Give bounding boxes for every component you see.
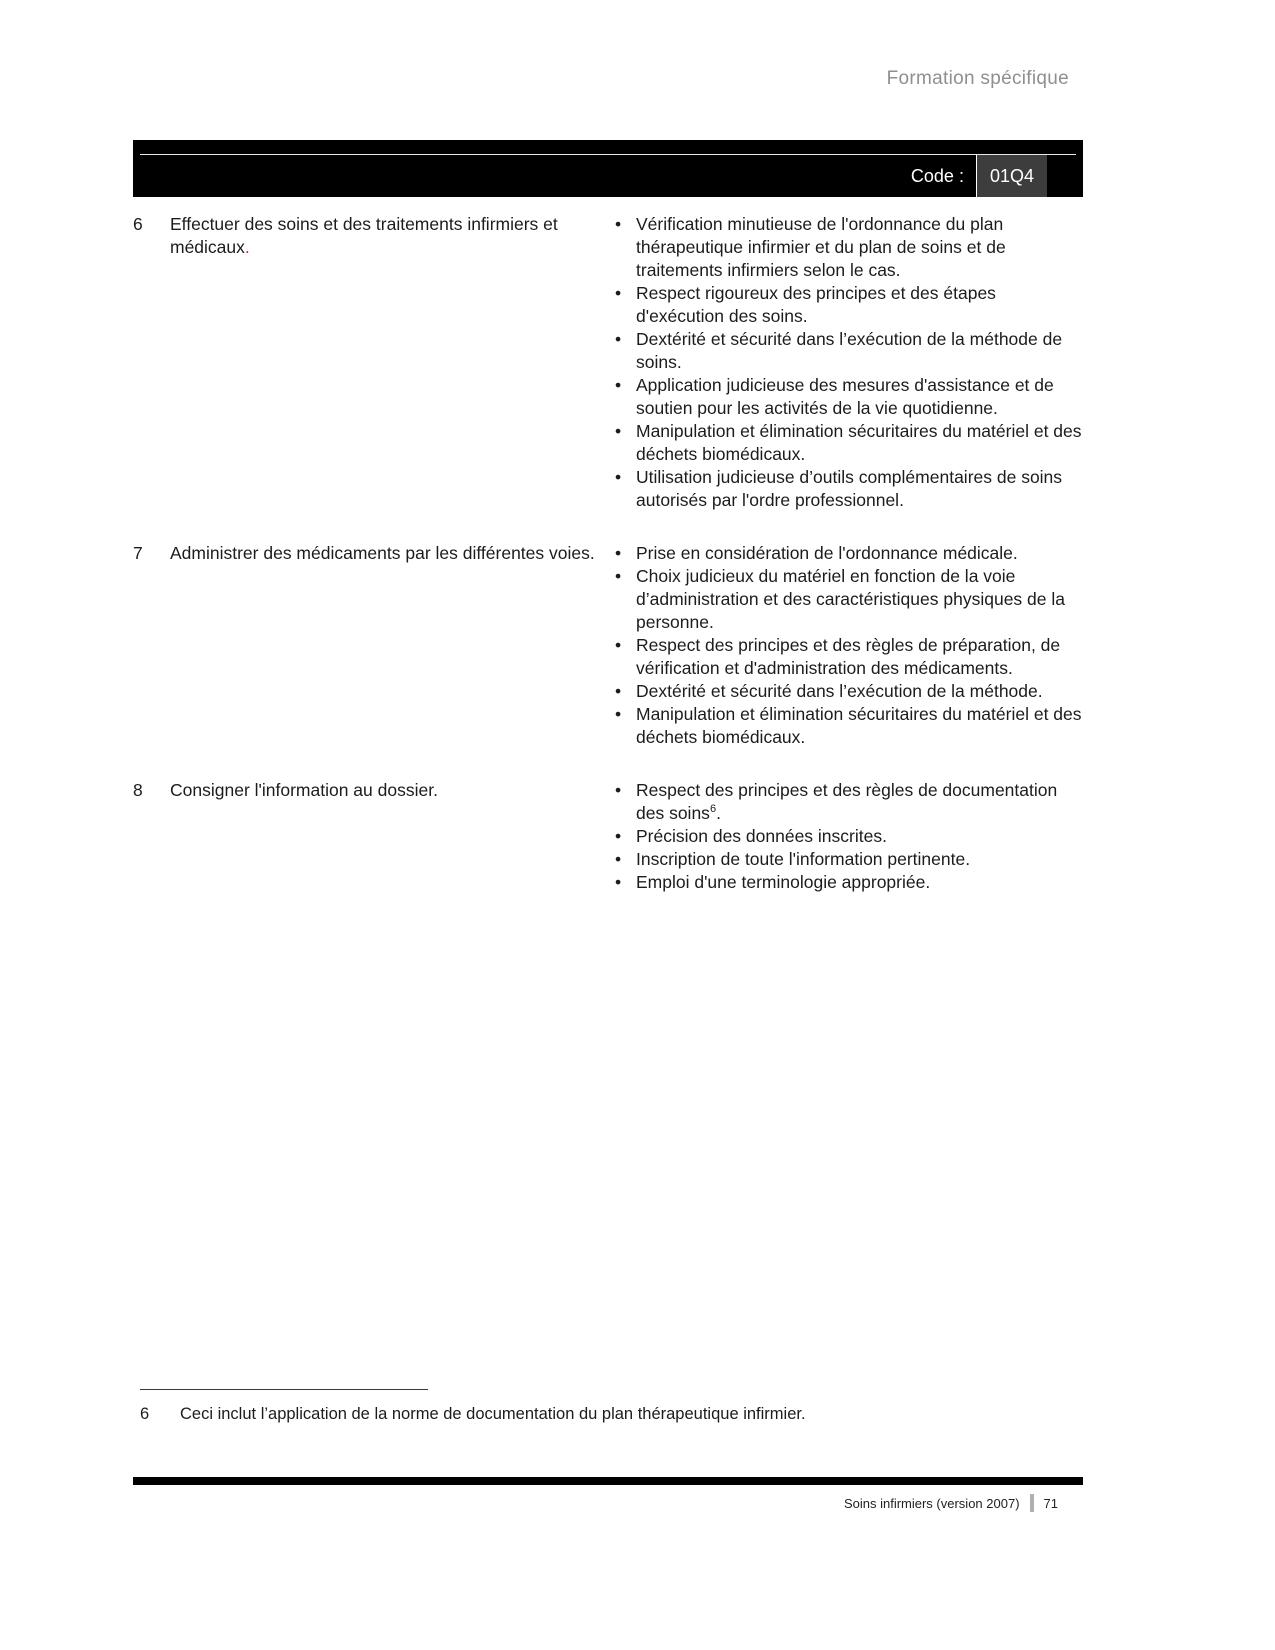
bullet-icon: • [615, 283, 622, 303]
list-item [615, 213, 1083, 282]
bullet-text: Respect des principes et des règles de préparation, de vérification et d'administration des médicaments. [636, 635, 1061, 678]
bullet-icon: • [615, 872, 622, 892]
section-header: Formation spécifique [886, 68, 1069, 89]
item-left-column [133, 213, 615, 512]
list-item [615, 328, 1083, 374]
list-item [615, 374, 1083, 420]
bullet-icon: • [615, 467, 622, 487]
item-title-text: Consigner l'information au dossier. [170, 780, 438, 800]
item-left-column [133, 779, 615, 894]
bullet-text: Inscription de toute l'information pertinente. [636, 849, 971, 869]
code-value: 01Q4 [976, 155, 1047, 197]
bullet-text: Dextérité et sécurité dans l’exécution de la méthode de soins. [636, 329, 1063, 372]
item-title-text: Effectuer des soins et des traitements infirmiers et médicaux [170, 214, 558, 257]
list-item [615, 282, 1083, 328]
item-left-column [133, 542, 615, 749]
bullet-text: Manipulation et élimination sécuritaires du matériel et des déchets biomédicaux. [636, 421, 1082, 464]
item-title [170, 213, 610, 512]
footnote-ref: 6 [709, 803, 717, 816]
bullet-text: Dextérité et sécurité dans l’exécution de la méthode. [636, 681, 1043, 701]
bullet-text: Choix judicieux du matériel en fonction de la voie d’administration et des caractéristiques physiques de la personne. [636, 566, 1065, 632]
list-item [615, 634, 1083, 680]
footer-divider [1030, 1494, 1034, 1512]
bullet-icon: • [615, 826, 622, 846]
bullet-text: Application judicieuse des mesures d'assistance et de soutien pour les activités de la vie quotidienne. [636, 375, 1054, 418]
list-item [615, 825, 1083, 848]
competency-table [133, 213, 1083, 924]
list-item [615, 542, 1083, 565]
item-title-text: Administrer des médicaments par les différentes voies. [170, 543, 595, 563]
criteria-list [615, 213, 1083, 512]
bullet-icon: • [615, 214, 622, 234]
bullet-text-end: . [716, 803, 721, 823]
bullet-icon: • [615, 566, 622, 586]
list-item [615, 466, 1083, 512]
list-item [615, 779, 1083, 825]
bullet-icon: • [615, 375, 622, 395]
list-item [615, 703, 1083, 749]
bullet-icon: • [615, 635, 622, 655]
item-title [170, 542, 610, 749]
code-cell-group [911, 155, 1047, 197]
bullet-text: Vérification minutieuse de l'ordonnance du plan thérapeutique infirmier et du plan de soins et de traitements infirmiers selon le cas. [636, 214, 1006, 280]
competency-item-7 [133, 542, 1083, 749]
item-title [170, 779, 610, 894]
bullet-icon: • [615, 543, 622, 563]
competency-item-6 [133, 213, 1083, 512]
criteria-list [615, 542, 1083, 749]
bullet-icon: • [615, 421, 622, 441]
bullet-icon: • [615, 329, 622, 349]
item-number: 6 [133, 214, 143, 234]
footnote [140, 1403, 1060, 1425]
bullet-icon: • [615, 849, 622, 869]
bullet-text: Emploi d'une terminologie appropriée. [636, 872, 931, 892]
item-title-period: . [244, 237, 250, 257]
footer-rule [133, 1477, 1083, 1485]
item-number: 8 [133, 780, 143, 800]
list-item [615, 871, 1083, 894]
list-item [615, 420, 1083, 466]
page-number: 71 [1043, 1495, 1058, 1511]
list-item [615, 565, 1083, 634]
bullet-text-main: Respect des principes et des règles de documentation des soins [636, 780, 1058, 823]
bullet-text: Respect rigoureux des principes et des étapes d'exécution des soins. [636, 283, 996, 326]
footnote-number: 6 [140, 1405, 150, 1423]
bullet-icon: • [615, 681, 622, 701]
competency-item-8 [133, 779, 1083, 894]
code-header-bar [133, 140, 1083, 197]
footer-doc-label: Soins infirmiers (version 2007) [843, 1495, 1020, 1511]
footnote-text: Ceci inclut l’application de la norme de documentation du plan thérapeutique infirmier. [180, 1405, 806, 1423]
bullet-text: Manipulation et élimination sécuritaires du matériel et des déchets biomédicaux. [636, 704, 1082, 747]
list-item [615, 848, 1083, 871]
criteria-list [615, 779, 1083, 894]
item-number: 7 [133, 543, 143, 563]
code-label: Code : [910, 165, 964, 186]
list-item [615, 680, 1083, 703]
bullet-text [636, 779, 1083, 825]
bullet-text: Prise en considération de l'ordonnance médicale. [636, 543, 1018, 563]
bullet-text: Précision des données inscrites. [636, 826, 887, 846]
bullet-text: Utilisation judicieuse d’outils complémentaires de soins autorisés par l'ordre professionnel. [636, 467, 1063, 510]
footer [844, 1494, 1058, 1512]
bullet-icon: • [615, 780, 622, 800]
bullet-icon: • [615, 704, 622, 724]
footnote-divider [140, 1389, 428, 1390]
